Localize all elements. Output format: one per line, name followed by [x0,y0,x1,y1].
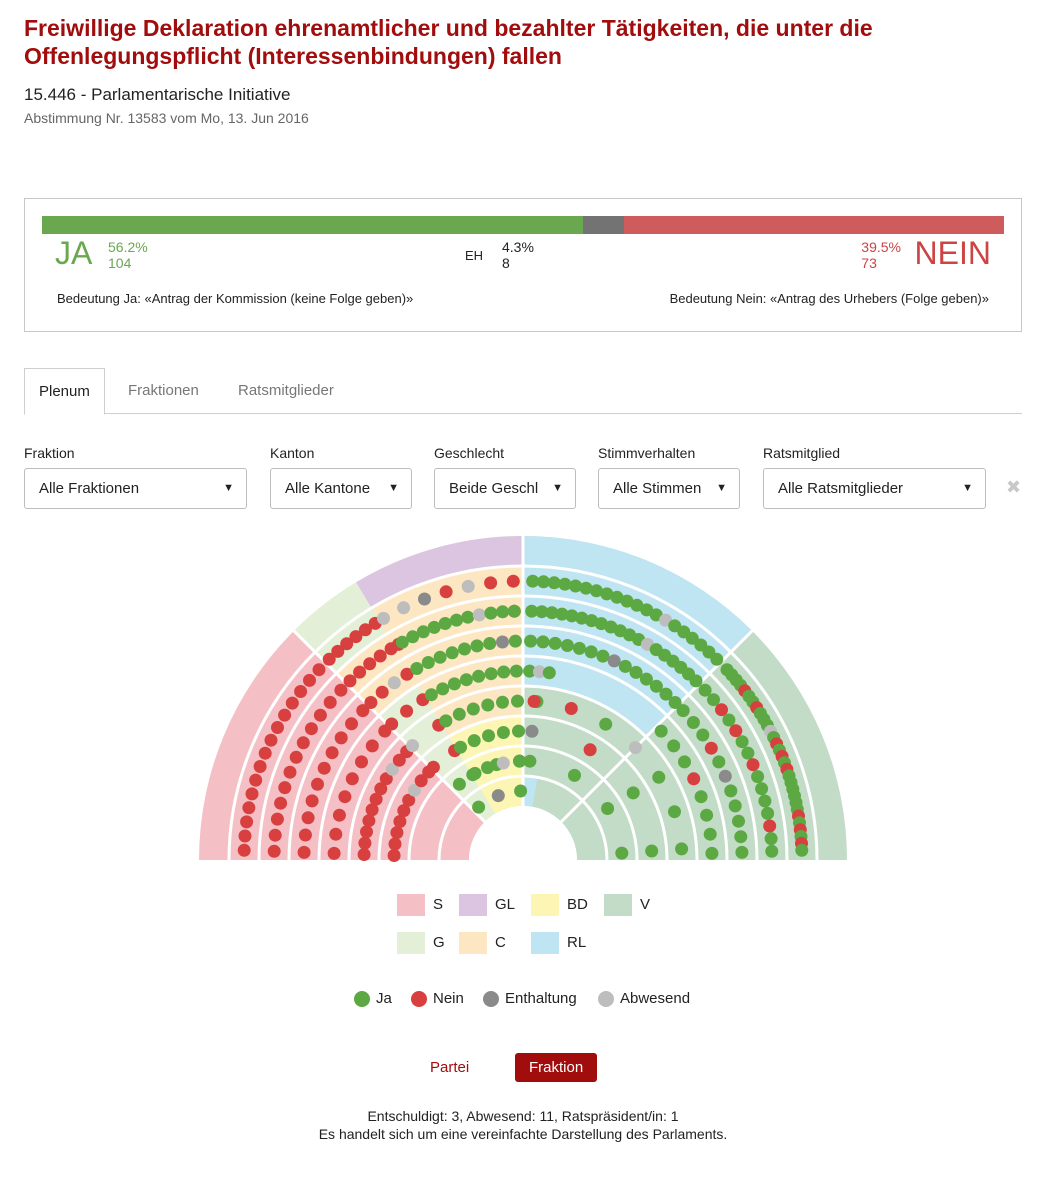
eh-count: 8 [502,255,510,271]
seat-c-ja[interactable] [482,729,495,742]
result-summary [24,198,1022,332]
seat-c-ja[interactable] [484,607,497,620]
seat-s-nein[interactable] [318,762,331,775]
meaning-nein: Bedeutung Nein: «Antrag des Urhebers (Folge geben)» [669,291,989,306]
seat-s-nein[interactable] [271,813,284,826]
vote-label-enthaltung: Enthaltung [505,990,577,1007]
seat-g-nein[interactable] [374,650,387,663]
seat-s-nein[interactable] [290,751,303,764]
seat-v-ja[interactable] [601,802,614,815]
legend-label-bd: BD [567,896,588,913]
seat-c-ja[interactable] [434,651,447,664]
seat-v-nein[interactable] [565,702,578,715]
seat-v-nein[interactable] [584,743,597,756]
legend-label-gl: GL [495,896,516,913]
seat-rl-ja[interactable] [690,674,703,687]
kanton-select-value: Alle Kantone [285,480,371,497]
stimmverhalten-select-value: Alle Stimmen [613,480,702,497]
seat-v-ja[interactable] [645,845,658,858]
seat-v-ja[interactable] [732,815,745,828]
seat-c-ja[interactable] [458,643,471,656]
seat-s-nein[interactable] [389,838,402,851]
swatch-v [604,894,632,916]
seat-s-nein[interactable] [242,801,255,814]
seat-s-nein[interactable] [334,684,347,697]
page-title: Freiwillige Deklaration ehrenamtlicher und bezahlter Tätigkeiten, die unter die Offenlegungspflicht (Interessenbindungen) fallen [24,15,873,69]
tab-ratsmitglieder[interactable]: Ratsmitglieder [238,382,334,399]
seat-rl-enthaltung[interactable] [608,654,621,667]
seat-v-ja[interactable] [722,714,735,727]
fraktion-select[interactable] [24,468,247,509]
seat-v-nein[interactable] [729,724,742,737]
seat-c-ja[interactable] [454,741,467,754]
caret-down-icon: ▼ [223,482,234,494]
seat-v-ja[interactable] [751,770,764,783]
seat-s-nein[interactable] [333,809,346,822]
seat-rl-ja[interactable] [543,666,556,679]
seat-s-nein[interactable] [268,845,281,858]
seat-v-ja[interactable] [523,755,536,768]
seat-s-nein[interactable] [335,731,348,744]
seat-v-ja[interactable] [704,828,717,841]
seat-v-ja[interactable] [758,795,771,808]
swatch-rl [531,932,559,954]
tab-fraktionen[interactable]: Fraktionen [128,382,199,399]
ratsmitglied-select[interactable] [763,468,986,509]
seat-s-nein[interactable] [246,787,259,800]
ja-stats [108,239,148,271]
seat-s-nein[interactable] [388,849,401,862]
swatch-g [397,932,425,954]
seat-s-nein[interactable] [360,825,373,838]
seat-g-nein[interactable] [364,696,377,709]
fraktion-toggle-button[interactable]: Fraktion [515,1053,597,1082]
seat-s-nein[interactable] [358,837,371,850]
vote-dot-abwesend [598,991,614,1007]
vote-meta: Abstimmung Nr. 13583 vom Mo, 13. Jun 2016 [24,110,309,126]
swatch-s [397,894,425,916]
geschlecht-select[interactable] [434,468,576,509]
seat-s-nein[interactable] [345,717,358,730]
seat-c-ja[interactable] [450,614,463,627]
seat-v-abwesend[interactable] [629,741,642,754]
seat-v-ja[interactable] [568,769,581,782]
seat-bd-enthaltung[interactable] [492,789,505,802]
seat-rl-ja[interactable] [585,645,598,658]
parliament-chart [0,536,1060,876]
seat-v-nein[interactable] [528,695,541,708]
seat-c-ja[interactable] [472,670,485,683]
seat-bd-ja[interactable] [514,785,527,798]
seat-c-ja[interactable] [467,703,480,716]
seat-v-ja[interactable] [655,725,668,738]
swatch-gl [459,894,487,916]
view-tabs [24,368,1022,414]
seat-c-abwesend[interactable] [473,608,486,621]
seat-s-nein[interactable] [286,697,299,710]
seat-g-nein[interactable] [385,718,398,731]
ja-label: JA [55,235,93,271]
seat-v-ja[interactable] [677,704,690,717]
seat-rl-ja[interactable] [524,635,537,648]
seat-s-nein[interactable] [313,663,326,676]
seat-rl-ja[interactable] [537,635,550,648]
legend-label-s: S [433,896,444,913]
vote-label-ja: Ja [376,990,392,1007]
seat-v-ja[interactable] [765,845,778,858]
seat-v-ja[interactable] [736,735,749,748]
seat-v-ja[interactable] [687,716,700,729]
seat-v-ja[interactable] [615,847,628,860]
seat-c-ja[interactable] [460,673,473,686]
caret-down-icon: ▼ [548,469,563,508]
vote-dot-nein [411,991,427,1007]
seat-v-ja[interactable] [696,729,709,742]
seat-c-ja[interactable] [436,682,449,695]
seat-s-nein[interactable] [297,736,310,749]
seat-c-ja[interactable] [510,665,523,678]
legend-label-rl: RL [567,934,587,951]
seat-c-ja[interactable] [496,696,509,709]
seat-v-ja[interactable] [761,807,774,820]
seat-c-ja[interactable] [439,714,452,727]
seat-v-ja[interactable] [695,790,708,803]
close-icon[interactable]: ✖ [1006,477,1022,497]
seat-s-nein[interactable] [358,848,371,861]
vote-label-nein: Nein [433,990,464,1007]
meaning-ja: Bedeutung Ja: «Antrag der Kommission (keine Folge geben)» [57,291,414,306]
seat-s-nein[interactable] [306,794,319,807]
seat-gl-nein[interactable] [440,585,453,598]
seat-bd-ja[interactable] [466,768,479,781]
ja-percent: 56.2% [108,239,148,255]
seat-s-nein[interactable] [298,846,311,859]
tab-plenum[interactable]: Plenum [24,368,105,415]
seat-c-ja[interactable] [481,699,494,712]
filter-label-kanton: Kanton [270,445,315,461]
seat-gl-enthaltung[interactable] [418,593,431,606]
seat-s-nein[interactable] [355,755,368,768]
seat-gl-abwesend[interactable] [397,601,410,614]
seat-c-ja[interactable] [511,695,524,708]
seat-c-ja[interactable] [471,639,484,652]
seat-g-abwesend[interactable] [388,676,401,689]
seat-c-ja[interactable] [512,725,525,738]
swatch-bd [531,894,559,916]
seat-v-ja[interactable] [678,755,691,768]
legend-label-c: C [495,934,506,951]
bar-segment-ja [42,216,583,234]
seat-v-ja[interactable] [668,805,681,818]
seat-s-nein[interactable] [299,829,312,842]
seat-c-ja[interactable] [485,667,498,680]
seat-s-nein[interactable] [254,760,267,773]
seat-s-nein[interactable] [346,772,359,785]
seat-c-ja[interactable] [497,666,510,679]
seat-v-ja[interactable] [700,809,713,822]
seat-rl-ja[interactable] [561,639,574,652]
result-bar [42,216,1004,234]
seat-c-ja[interactable] [483,637,496,650]
chart-disclaimer: Es handelt sich um eine vereinfachte Darstellung des Parlaments. [318,1126,728,1142]
seat-s-nein[interactable] [366,739,379,752]
seat-v-ja[interactable] [652,771,665,784]
seat-c-ja[interactable] [425,688,438,701]
seat-gl-abwesend[interactable] [377,612,390,625]
seat-v-nein[interactable] [687,772,700,785]
seat-s-nein[interactable] [305,722,318,735]
seat-s-nein[interactable] [265,734,278,747]
seat-s-nein[interactable] [328,847,341,860]
seat-c-ja[interactable] [468,734,481,747]
seat-c-ja[interactable] [446,646,459,659]
geschlecht-select-value: Beide Geschl [449,480,539,497]
seat-s-nein[interactable] [271,721,284,734]
seat-g-nein[interactable] [400,705,413,718]
seat-s-nein[interactable] [239,830,252,843]
seat-v-enthaltung[interactable] [526,725,539,738]
seat-c-ja[interactable] [461,611,474,624]
seat-v-ja[interactable] [755,782,768,795]
seat-s-nein[interactable] [259,747,272,760]
caret-down-icon: ▼ [716,482,727,494]
absence-summary: Entschuldigt: 3, Abwesend: 11, Ratspräsident/in: 1 [367,1108,679,1124]
seat-v-ja[interactable] [795,844,808,857]
seat-rl-ja[interactable] [549,637,562,650]
seat-g-nein[interactable] [427,761,440,774]
seat-s-nein[interactable] [314,709,327,722]
bar-segment-nein [624,216,1004,234]
seat-v-ja[interactable] [765,832,778,845]
seat-s-nein[interactable] [274,797,287,810]
business-subtitle: 15.446 - Parlamentarische Initiative [24,85,291,104]
seat-c-ja[interactable] [509,635,522,648]
seat-gl-nein[interactable] [484,576,497,589]
seat-s-nein[interactable] [338,790,351,803]
nein-label: NEIN [914,235,991,271]
vote-dot-ja [354,991,370,1007]
seat-s-nein[interactable] [249,774,262,787]
seat-c-ja[interactable] [497,726,510,739]
filter-label-geschlecht: Geschlecht [434,445,505,461]
seat-gl-nein[interactable] [507,575,520,588]
legend-label-v: V [640,896,651,913]
vote-dot-enthaltung [483,991,499,1007]
seat-c-ja[interactable] [439,617,452,630]
nein-count: 73 [861,255,877,271]
seat-c-ja[interactable] [422,656,435,669]
seat-c-enthaltung[interactable] [496,636,509,649]
seat-v-ja[interactable] [675,842,688,855]
bar-segment-eh [583,216,624,234]
seat-c-ja[interactable] [448,677,461,690]
seat-rl-ja[interactable] [573,642,586,655]
seat-v-nein[interactable] [763,820,776,833]
seat-v-ja[interactable] [705,847,718,860]
legend-label-g: G [433,934,445,951]
fraktion-select-value: Alle Fraktionen [39,480,140,497]
seat-bd-ja[interactable] [481,761,494,774]
seat-v-ja[interactable] [712,755,725,768]
seat-c-ja[interactable] [453,708,466,721]
seat-s-nein[interactable] [390,826,403,839]
seat-c-ja[interactable] [410,662,423,675]
seat-c-ja[interactable] [508,605,521,618]
seat-bd-abwesend[interactable] [497,757,510,770]
seat-s-nein[interactable] [284,766,297,779]
ja-count: 104 [108,255,132,271]
seat-s-nein[interactable] [311,778,324,791]
seat-c-ja[interactable] [496,605,509,618]
seat-rl-ja[interactable] [596,650,609,663]
seat-g-nein[interactable] [363,657,376,670]
seat-s-nein[interactable] [240,815,253,828]
seat-v-ja[interactable] [667,739,680,752]
seat-s-nein[interactable] [326,746,339,759]
eh-percent: 4.3% [502,239,534,255]
nein-stats [861,239,901,271]
seat-s-nein[interactable] [303,674,316,687]
caret-down-icon: ▼ [962,482,973,494]
seat-g-nein[interactable] [344,674,357,687]
filter-label-fraktion: Fraktion [24,445,75,461]
eh-label: EH [465,248,484,263]
seat-v-nein[interactable] [705,742,718,755]
seat-v-ja[interactable] [735,846,748,859]
ratsmitglied-select-value: Alle Ratsmitglieder [778,480,904,497]
seat-v-ja[interactable] [627,786,640,799]
vote-label-abwesend: Abwesend [620,990,691,1007]
seat-gl-abwesend[interactable] [462,580,475,593]
seat-s-nein[interactable] [238,844,251,857]
seat-rl-ja[interactable] [710,653,723,666]
seat-s-nein[interactable] [324,696,337,709]
seat-v-ja[interactable] [599,718,612,731]
seat-v-ja[interactable] [734,830,747,843]
seat-g-nein[interactable] [353,666,366,679]
seat-v-ja[interactable] [741,747,754,760]
eh-stats [502,239,534,271]
seat-v-ja[interactable] [729,799,742,812]
seat-g-abwesend[interactable] [406,739,419,752]
nein-percent: 39.5% [861,239,901,255]
partei-toggle-button[interactable]: Partei [430,1059,470,1076]
seat-bd-ja[interactable] [453,778,466,791]
swatch-c [459,932,487,954]
seat-v-nein[interactable] [747,758,760,771]
seat-s-nein[interactable] [302,811,315,824]
seat-s-nein[interactable] [278,709,291,722]
seat-bd-ja[interactable] [472,801,485,814]
seat-s-nein[interactable] [294,685,307,698]
kanton-select[interactable] [270,468,412,509]
seat-v-enthaltung[interactable] [719,770,732,783]
seat-s-nein[interactable] [269,829,282,842]
filter-label-stimmverhalten: Stimmverhalten [598,445,696,461]
caret-down-icon: ▼ [388,482,399,494]
seat-v-ja[interactable] [724,784,737,797]
seat-s-nein[interactable] [329,828,342,841]
filter-label-ratsmitglied: Ratsmitglied [763,445,841,461]
seat-s-nein[interactable] [278,781,291,794]
seat-g-nein[interactable] [376,686,389,699]
stimmverhalten-select[interactable] [598,468,740,509]
